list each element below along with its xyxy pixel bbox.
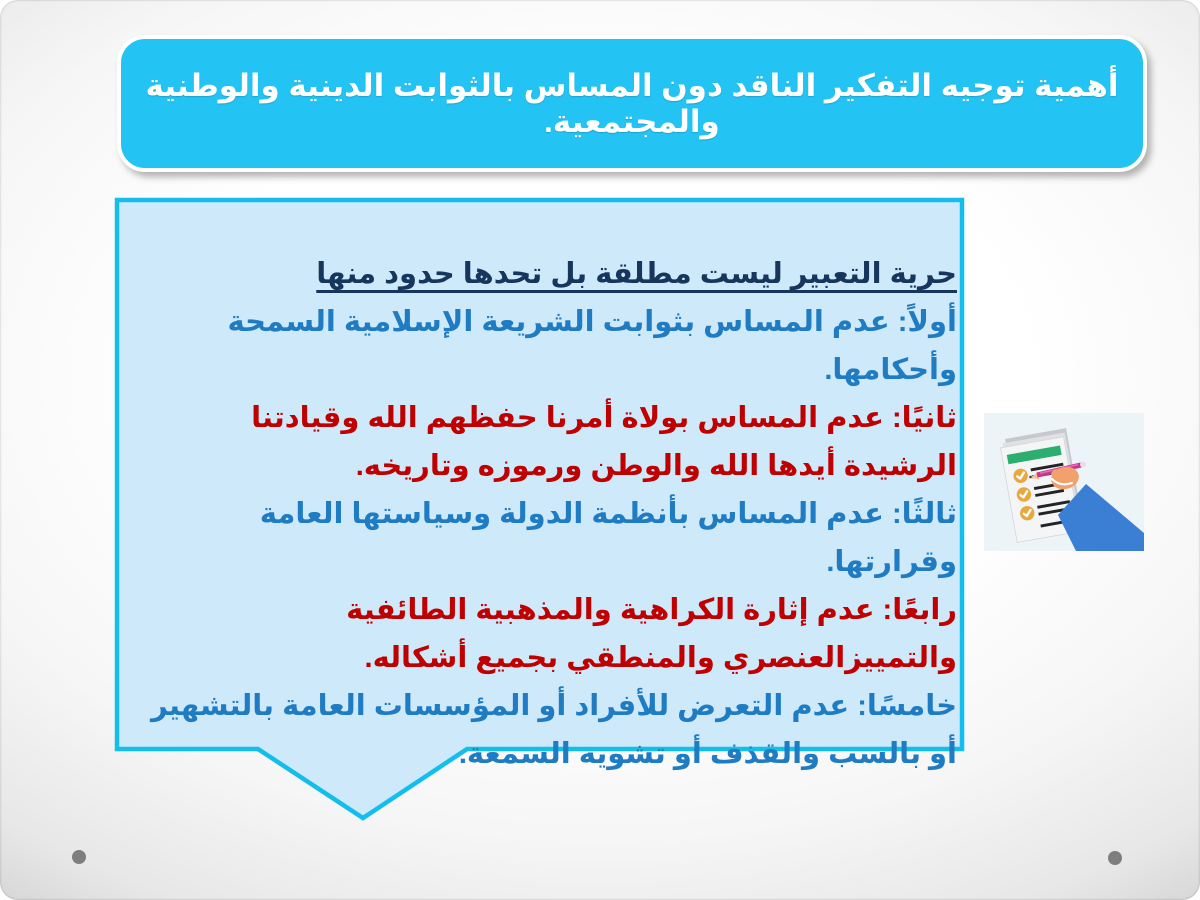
- bubble-point: ثانيًا: عدم المساس بولاة أمرنا حفظهم الله وقيادتنا الرشيدة أيدها الله والوطن ورموزه وتاريخه.: [251, 402, 957, 482]
- title-banner: [117, 35, 1147, 172]
- pen-point: [1029, 476, 1032, 479]
- decor-dot-left: [72, 850, 86, 864]
- decor-dot-right: [1108, 851, 1122, 865]
- bubble-point: خامسًا: عدم التعرض للأفراد أو المؤسسات العامة بالتشهير أو بالسب والقذف أو تشويه السمعة.: [150, 690, 957, 770]
- bubble-points: [135, 298, 957, 778]
- speech-bubble-text: [135, 200, 957, 770]
- checklist-icon: [984, 413, 1144, 551]
- bubble-point: ثالثًا: عدم المساس بأنظمة الدولة وسياستها العامة وقرارتها.: [259, 498, 957, 578]
- bubble-point: رابعًا: عدم إثارة الكراهية والمذهبية الطائفية والتمييزالعنصري والمنطقي بجميع أشكاله.: [346, 594, 957, 674]
- bubble-heading: حرية التعبير ليست مطلقة بل تحدها حدود منها: [316, 258, 957, 290]
- title-banner-text: أهمية توجيه التفكير الناقد دون المساس بالثوابت الدينية والوطنية والمجتمعية.: [145, 67, 1119, 139]
- pen-eraser: [1080, 462, 1086, 468]
- bubble-point: أولاً: عدم المساس بثوابت الشريعة الإسلامية السمحة وأحكامها.: [227, 306, 957, 386]
